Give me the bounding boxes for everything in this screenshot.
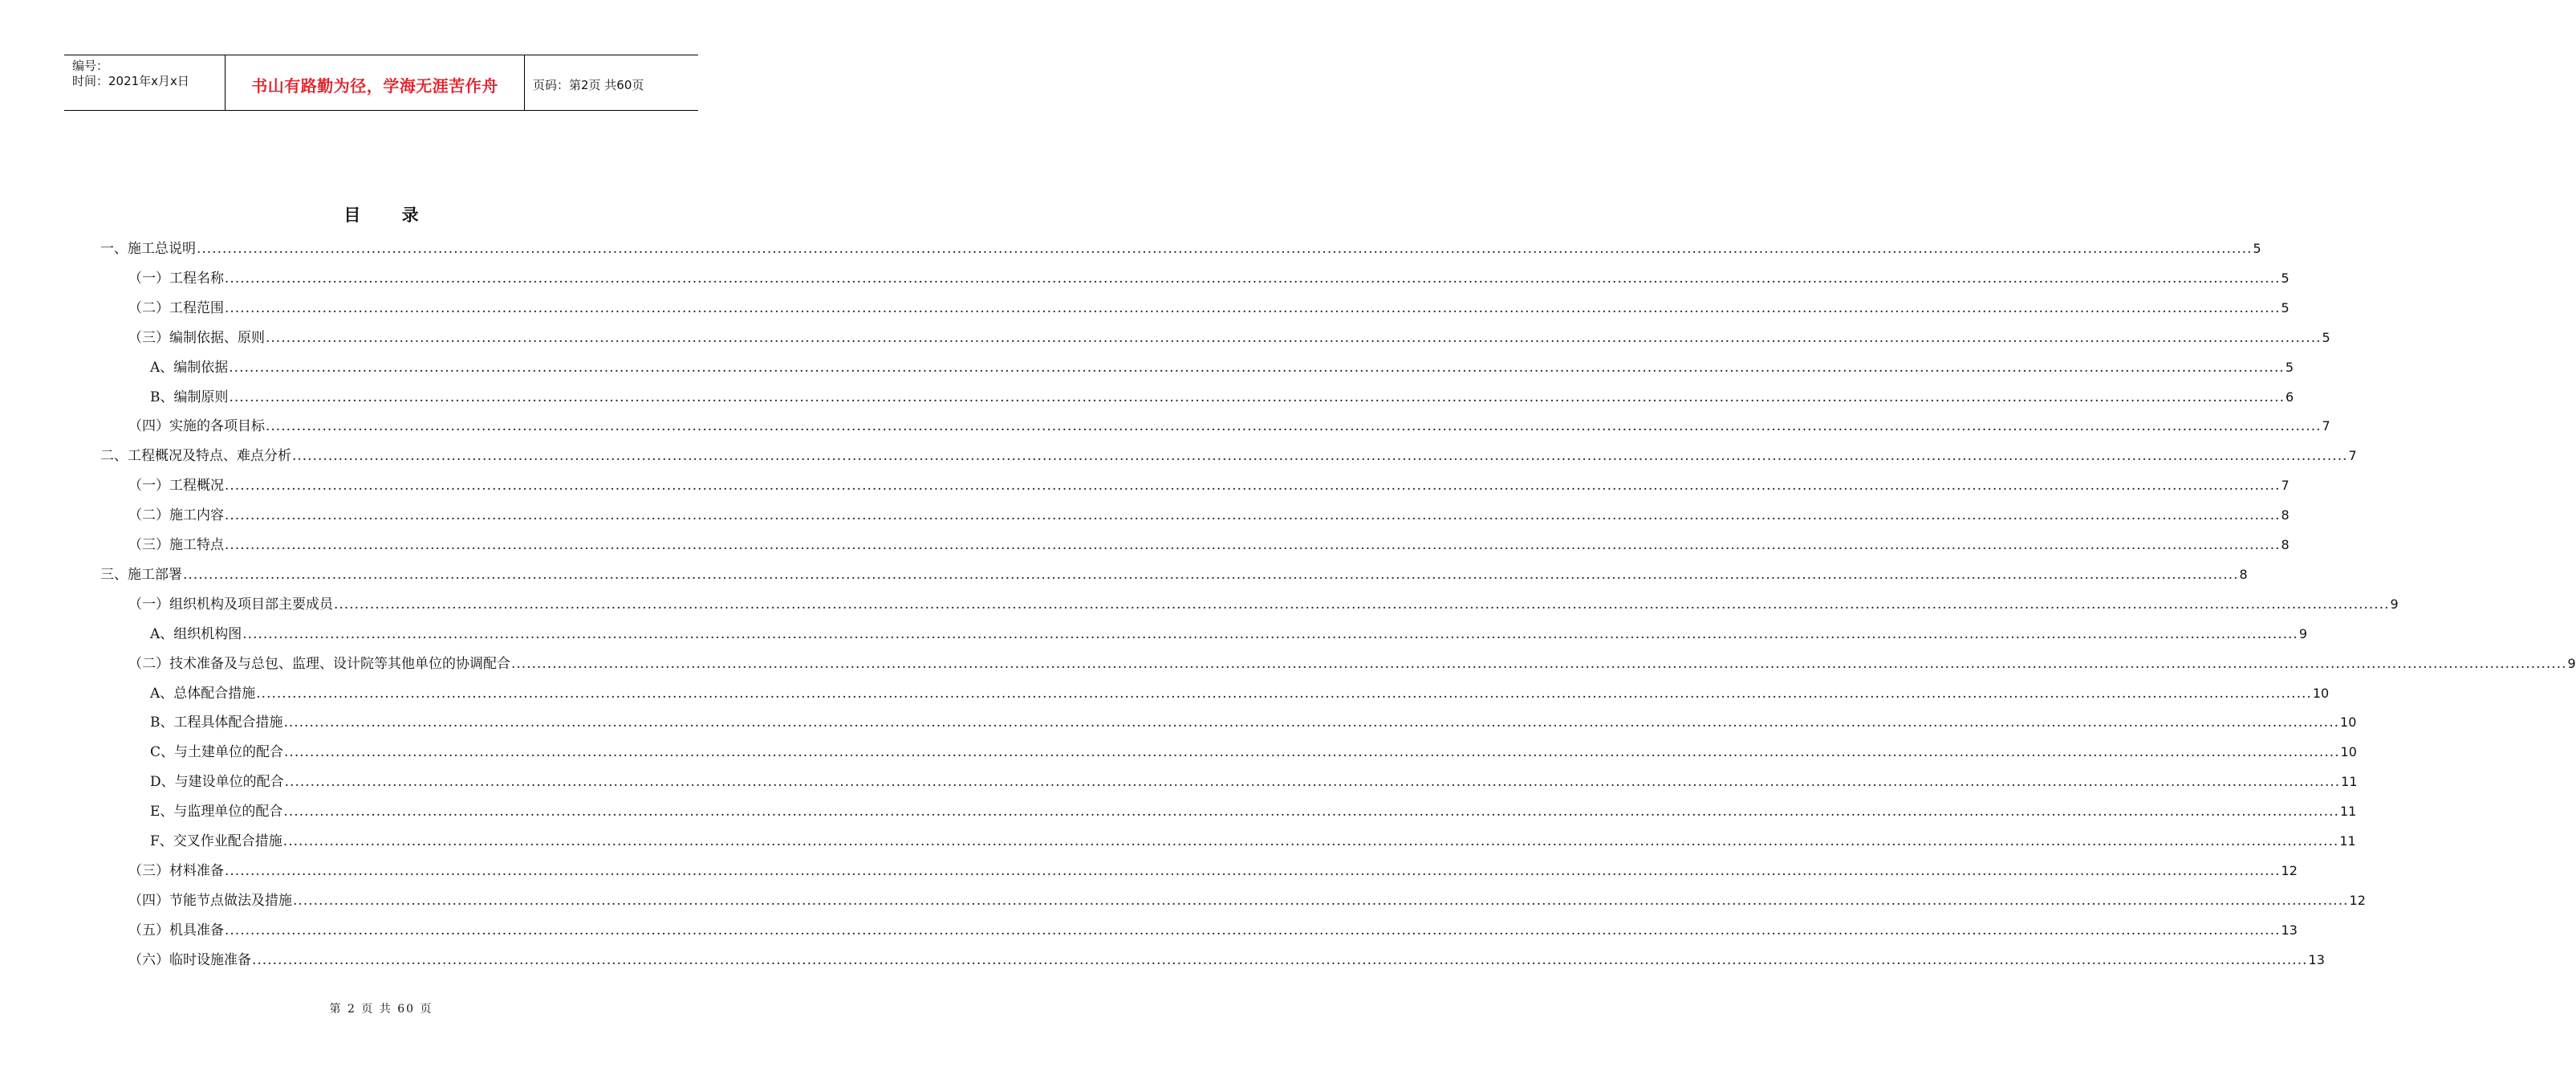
toc-entry[interactable]: [128, 503, 2290, 525]
toc-entry-label: E、与监理单位的配合: [150, 804, 283, 820]
toc-dot-leader: ................................................................................................................................................................................................................................................................................................................................................................................................................: [284, 744, 2340, 760]
toc-entry-page-number: 5: [2253, 241, 2261, 256]
toc-entry[interactable]: [128, 295, 2290, 318]
toc-entry-page-number: 9: [2567, 656, 2576, 671]
toc-entry-page-number: 6: [2285, 389, 2294, 405]
toc-entry-page-number: 10: [2312, 686, 2330, 701]
toc-dot-leader: ................................................................................................................................................................................................................................................................................................................................................................................................................: [282, 833, 2339, 849]
toc-entry[interactable]: [150, 829, 2356, 851]
toc-entry[interactable]: [128, 651, 2576, 674]
toc-entry[interactable]: [150, 799, 2357, 821]
toc-dot-leader: ................................................................................................................................................................................................................................................................................................................................................................................................................: [225, 537, 2281, 553]
toc-entry-page-number: 13: [2281, 922, 2298, 938]
toc-entry[interactable]: [128, 918, 2298, 940]
toc-entry-label: （一）组织机构及项目部主要成员: [128, 597, 333, 613]
toc-entry[interactable]: [150, 621, 2307, 644]
toc-entry-label: D、与建设单位的配合: [150, 774, 284, 790]
toc-dot-leader: ................................................................................................................................................................................................................................................................................................................................................................................................................: [225, 271, 2281, 287]
toc-entry-page-number: 12: [2349, 893, 2366, 908]
toc-entry-label: （二）工程范围: [128, 300, 224, 316]
toc-entry-page-number: 9: [2390, 597, 2399, 612]
toc-entry-label: （四）实施的各项目标: [128, 418, 265, 434]
toc-entry-label: （三）编制依据、原则: [128, 330, 265, 346]
toc-entry-page-number: 12: [2281, 863, 2298, 878]
toc-entry-page-number: 7: [2348, 448, 2357, 463]
toc-dot-leader: ................................................................................................................................................................................................................................................................................................................................................................................................................: [293, 893, 2349, 909]
toc-dot-leader: ................................................................................................................................................................................................................................................................................................................................................................................................................: [225, 507, 2281, 523]
toc-entry-label: B、工程具体配合措施: [150, 715, 283, 731]
toc-entry-label: （四）节能节点做法及措施: [128, 893, 292, 909]
toc-entry-page-number: 5: [2322, 330, 2330, 345]
toc-entry-page-number: 7: [2281, 478, 2290, 493]
toc-entry-label: F、交叉作业配合措施: [150, 833, 282, 849]
page-footer: 第 2 页 共 60 页: [329, 1003, 433, 1016]
header-motto: 书山有路勤为径，学海无涯苦作舟: [251, 75, 498, 96]
toc-dot-leader: ................................................................................................................................................................................................................................................................................................................................................................................................................: [229, 360, 2285, 376]
toc-dot-leader: ................................................................................................................................................................................................................................................................................................................................................................................................................: [283, 715, 2340, 731]
toc-entry[interactable]: [100, 562, 2248, 584]
document-header: [64, 55, 698, 111]
toc-entry[interactable]: [128, 325, 2330, 348]
toc-entry-label: （三）施工特点: [128, 537, 224, 553]
document-number-label: 编号：: [72, 59, 109, 73]
toc-entry-label: （三）材料准备: [128, 863, 224, 879]
header-page-info: 页码：第2页 共60页: [533, 77, 644, 92]
toc-entry[interactable]: [128, 888, 2366, 910]
toc-entry-label: A、编制依据: [150, 360, 229, 376]
toc-entry-page-number: 9: [2298, 626, 2307, 641]
toc-entry-label: A、总体配合措施: [150, 686, 256, 702]
toc-entry-page-number: 8: [2281, 507, 2290, 523]
toc-entry[interactable]: [128, 858, 2298, 881]
toc-dot-leader: ................................................................................................................................................................................................................................................................................................................................................................................................................: [256, 686, 2312, 702]
toc-dot-leader: ................................................................................................................................................................................................................................................................................................................................................................................................................: [229, 389, 2285, 405]
toc-entry-page-number: 5: [2285, 360, 2294, 375]
toc-entry[interactable]: [150, 355, 2294, 377]
toc-entry[interactable]: [100, 443, 2357, 466]
toc-dot-leader: ................................................................................................................................................................................................................................................................................................................................................................................................................: [266, 330, 2322, 346]
toc-title: 目 录: [343, 206, 437, 225]
toc-dot-leader: ................................................................................................................................................................................................................................................................................................................................................................................................................: [225, 300, 2281, 316]
toc-dot-leader: ................................................................................................................................................................................................................................................................................................................................................................................................................: [225, 863, 2281, 879]
toc-entry-label: （一）工程概况: [128, 478, 224, 494]
toc-entry[interactable]: [128, 413, 2330, 436]
toc-entry-label: （五）机具准备: [128, 922, 224, 939]
toc-entry-page-number: 8: [2281, 537, 2290, 552]
toc-entry[interactable]: [128, 532, 2290, 555]
toc-dot-leader: ................................................................................................................................................................................................................................................................................................................................................................................................................: [225, 478, 2281, 494]
document-date-label: 时间：2021年x月x日: [72, 74, 189, 88]
toc-dot-leader: ................................................................................................................................................................................................................................................................................................................................................................................................................: [283, 804, 2339, 820]
toc-dot-leader: ................................................................................................................................................................................................................................................................................................................................................................................................................: [197, 241, 2253, 257]
header-page-info-cell: [525, 55, 698, 110]
toc-dot-leader: ................................................................................................................................................................................................................................................................................................................................................................................................................: [266, 418, 2322, 434]
header-motto-cell: [226, 55, 525, 110]
header-meta: [64, 55, 226, 110]
toc-entry[interactable]: [100, 236, 2261, 259]
toc-entry-label: 一、施工总说明: [100, 241, 196, 257]
toc-entry-label: C、与土建单位的配合: [150, 744, 284, 760]
toc-entry-label: 二、工程概况及特点、难点分析: [100, 448, 291, 464]
toc-entry-page-number: 10: [2340, 744, 2357, 759]
toc-entry-page-number: 11: [2339, 833, 2356, 849]
toc-entry-page-number: 5: [2281, 271, 2290, 286]
toc-dot-leader: ................................................................................................................................................................................................................................................................................................................................................................................................................: [252, 952, 2308, 968]
toc-dot-leader: ................................................................................................................................................................................................................................................................................................................................................................................................................: [334, 597, 2390, 613]
toc-entry-label: （二）技术准备及与总包、监理、设计院等其他单位的协调配合: [128, 656, 510, 672]
toc-entry[interactable]: [128, 473, 2290, 495]
toc-entry[interactable]: [150, 681, 2330, 703]
toc-dot-leader: ................................................................................................................................................................................................................................................................................................................................................................................................................: [292, 448, 2348, 464]
toc-entry[interactable]: [150, 710, 2357, 732]
toc-entry-page-number: 5: [2281, 300, 2290, 316]
toc-entry-page-number: 11: [2341, 774, 2358, 789]
toc-entry-page-number: 11: [2339, 804, 2357, 819]
toc-entry-page-number: 7: [2322, 418, 2330, 434]
toc-entry-page-number: 13: [2308, 952, 2325, 967]
toc-entry[interactable]: [150, 769, 2358, 792]
toc-entry-label: （六）临时设施准备: [128, 952, 251, 968]
toc-entry-label: （二）施工内容: [128, 507, 224, 523]
toc-entry-label: 三、施工部署: [100, 567, 182, 583]
toc-entry-page-number: 10: [2340, 715, 2357, 730]
toc-entry-label: B、编制原则: [150, 389, 229, 405]
toc-dot-leader: ................................................................................................................................................................................................................................................................................................................................................................................................................: [225, 922, 2281, 939]
toc-entry-label: A、组织机构图: [150, 626, 242, 642]
toc-entry[interactable]: [150, 739, 2357, 762]
toc-entry[interactable]: [128, 592, 2399, 614]
toc-entry-label: （一）工程名称: [128, 271, 224, 287]
toc-entry[interactable]: [128, 947, 2325, 970]
toc-dot-leader: ................................................................................................................................................................................................................................................................................................................................................................................................................: [242, 626, 2298, 642]
toc-entry-page-number: 8: [2239, 567, 2248, 582]
toc-dot-leader: ................................................................................................................................................................................................................................................................................................................................................................................................................: [284, 774, 2341, 790]
toc-dot-leader: ................................................................................................................................................................................................................................................................................................................................................................................................................: [511, 656, 2567, 672]
toc-entry[interactable]: [150, 385, 2294, 407]
toc-entry[interactable]: [128, 266, 2290, 288]
toc-dot-leader: ................................................................................................................................................................................................................................................................................................................................................................................................................: [183, 567, 2239, 583]
